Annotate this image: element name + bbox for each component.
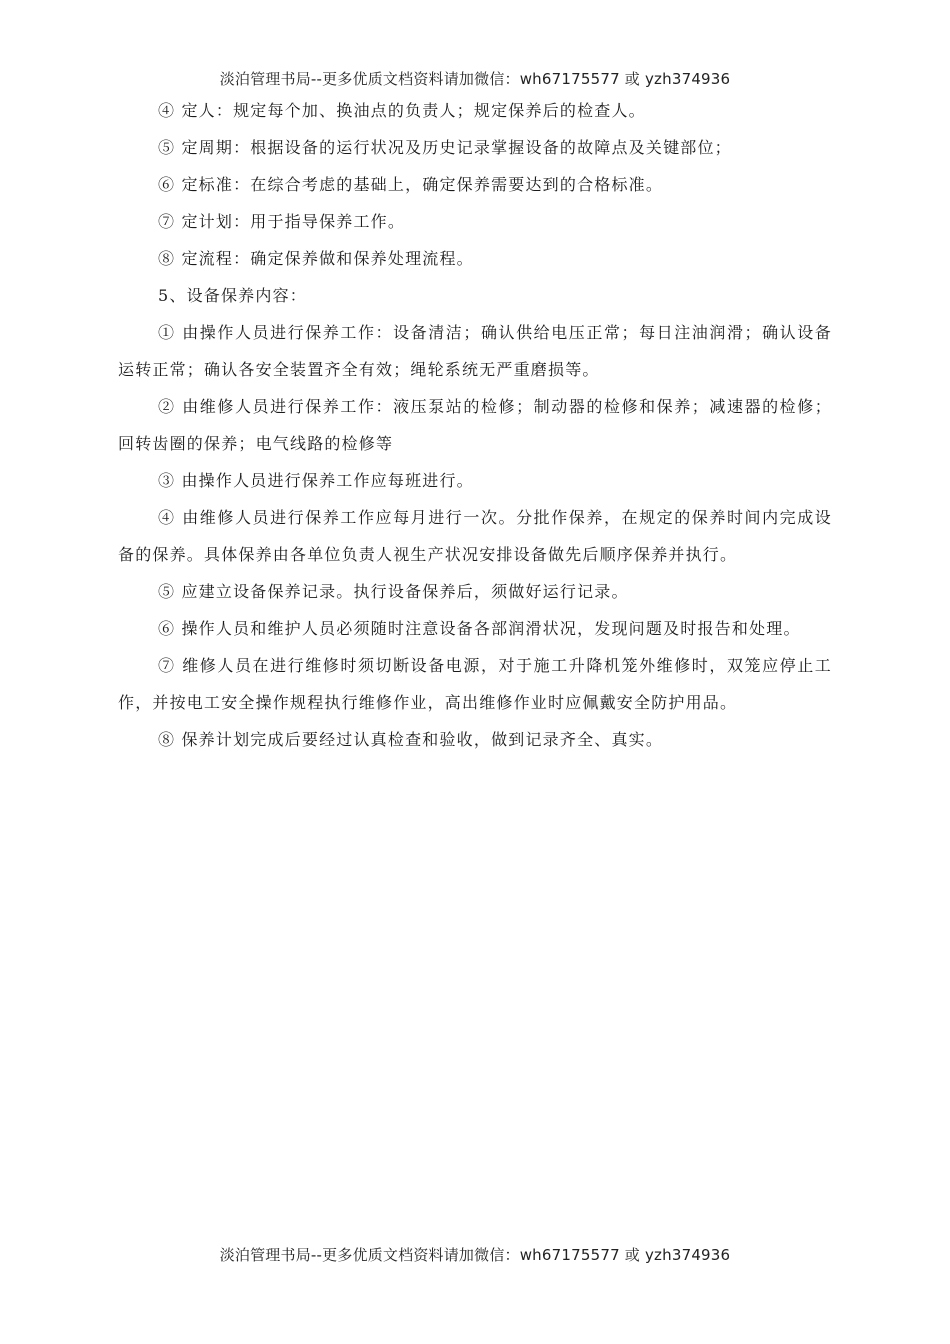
- list-item: ④ 定人：规定每个加、换油点的负责人；规定保养后的检查人。: [158, 101, 646, 120]
- paragraph: ② 由维修人员进行保养工作：液压泵站的检修；制动器的检修和保养；减速器的检修；回转齿圈的保养；电气线路的检修等: [118, 397, 832, 453]
- list-item: ⑧ 定流程：确定保养做和保养处理流程。: [158, 249, 474, 268]
- section-title: 5、设备保养内容：: [158, 286, 307, 305]
- paragraph: ① 由操作人员进行保养工作：设备清洁；确认供给电压正常；每日注油润滑；确认设备运转正常；确认各安全装置齐全有效；绳轮系统无严重磨损等。: [118, 323, 832, 379]
- paragraph: ⑦ 维修人员在进行维修时须切断设备电源，对于施工升降机笼外维修时，双笼应停止工作，并按电工安全操作规程执行维修作业，高出维修作业时应佩戴安全防护用品。: [118, 656, 832, 712]
- paragraph: ⑤ 应建立设备保养记录。执行设备保养后，须做好运行记录。: [158, 582, 629, 601]
- paragraph: ⑧ 保养计划完成后要经过认真检查和验收，做到记录齐全、真实。: [158, 730, 664, 749]
- document-body: [118, 92, 832, 758]
- list-item: ⑥ 定标准：在综合考虑的基础上，确定保养需要达到的合格标准。: [158, 175, 664, 194]
- paragraph: ⑥ 操作人员和维护人员必须随时注意设备各部润滑状况，发现问题及时报告和处理。: [158, 619, 801, 638]
- page-header: 淡泊管理书局--更多优质文档资料请加微信：wh67175577 或 yzh374936: [219, 70, 731, 88]
- page-footer: 淡泊管理书局--更多优质文档资料请加微信：wh67175577 或 yzh374936: [219, 1246, 731, 1264]
- list-item: ⑤ 定周期：根据设备的运行状况及历史记录掌握设备的故障点及关键部位；: [158, 138, 732, 157]
- paragraph: ③ 由操作人员进行保养工作应每班进行。: [158, 471, 474, 490]
- paragraph: ④ 由维修人员进行保养工作应每月进行一次。分批作保养，在规定的保养时间内完成设备的保养。具体保养由各单位负责人视生产状况安排设备做先后顺序保养并执行。: [118, 508, 832, 564]
- list-item: ⑦ 定计划：用于指导保养工作。: [158, 212, 406, 231]
